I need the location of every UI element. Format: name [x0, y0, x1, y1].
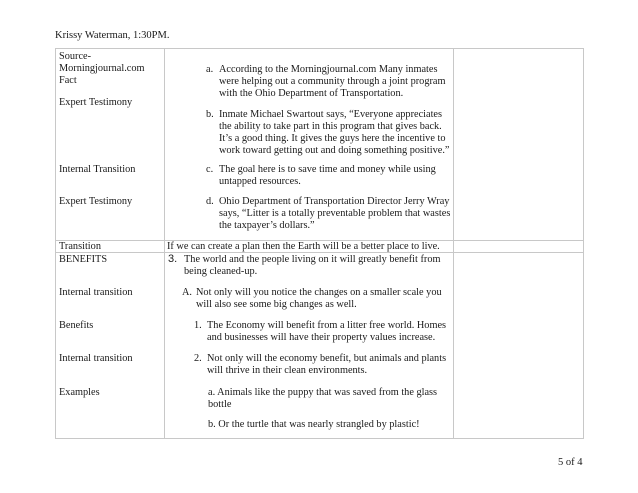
- point-1-text: The Economy will benefit from a litter free world. Homes and businesses will have their property values increase.: [207, 320, 447, 343]
- item-a-text: According to the Morningjournal.com Many inmates were helping out a community through a joint program with the Ohio Department of Transportation.: [219, 64, 446, 99]
- label-expert-testimony-2: Expert Testimony: [59, 196, 133, 207]
- point-1-marker: 1.: [194, 320, 202, 331]
- item-c-marker: c.: [206, 164, 214, 175]
- label-internal-transition-1: Internal Transition: [59, 164, 136, 175]
- label-benefits-heading: BENEFITS: [59, 254, 108, 265]
- point-A-marker: A.: [182, 287, 193, 298]
- label-examples: Examples: [59, 387, 100, 398]
- example-a-text: a. Animals like the puppy that was saved from the glass bottle: [208, 387, 438, 410]
- label-benefits: Benefits: [59, 320, 94, 331]
- label-internal-transition-3: Internal transition: [59, 353, 133, 364]
- label-source-site: Morningjournal.com: [59, 63, 145, 74]
- item-b-text: Inmate Michael Swartout says, “Everyone appreciates the ability to take part in this program that gives back. It’s a good thing. It gives the guys here the incentive to work toward getting out and doing something positive.”: [219, 109, 450, 156]
- point-A-text: Not only will you notice the changes on a smaller scale you will also see some big changes as well.: [196, 287, 442, 310]
- point-3-number: 3.: [168, 253, 178, 265]
- item-b-marker: b.: [206, 109, 214, 120]
- label-fact: Fact: [59, 75, 77, 86]
- item-d-text: Ohio Department of Transportation Director Jerry Wray says, “Litter is a totally preventable problem that wastes the taxpayer’s dollars.”: [219, 196, 451, 231]
- page-number: 5 of 4: [558, 457, 583, 468]
- label-source: Source-: [59, 51, 92, 62]
- point-2-marker: 2.: [194, 353, 202, 364]
- example-b-text: b. Or the turtle that was nearly strangled by plastic!: [208, 419, 420, 430]
- label-transition: Transition: [59, 241, 101, 252]
- item-a-marker: a.: [206, 64, 214, 75]
- label-expert-testimony-1: Expert Testimony: [59, 97, 133, 108]
- table-column-divider-2: [453, 48, 454, 439]
- item-d-marker: d.: [206, 196, 214, 207]
- document-header: Krissy Waterman, 1:30PM.: [55, 30, 170, 41]
- point-3-text: The world and the people living on it will greatly benefit from being cleaned-up.: [184, 254, 441, 277]
- item-c-text: The goal here is to save time and money while using untapped resources.: [219, 164, 436, 187]
- label-internal-transition-2: Internal transition: [59, 287, 133, 298]
- point-2-text: Not only will the economy benefit, but animals and plants will thrive in their clean environments.: [207, 353, 447, 376]
- table-column-divider-1: [164, 48, 165, 439]
- transition-text: If we can create a plan then the Earth will be a better place to live.: [167, 241, 440, 252]
